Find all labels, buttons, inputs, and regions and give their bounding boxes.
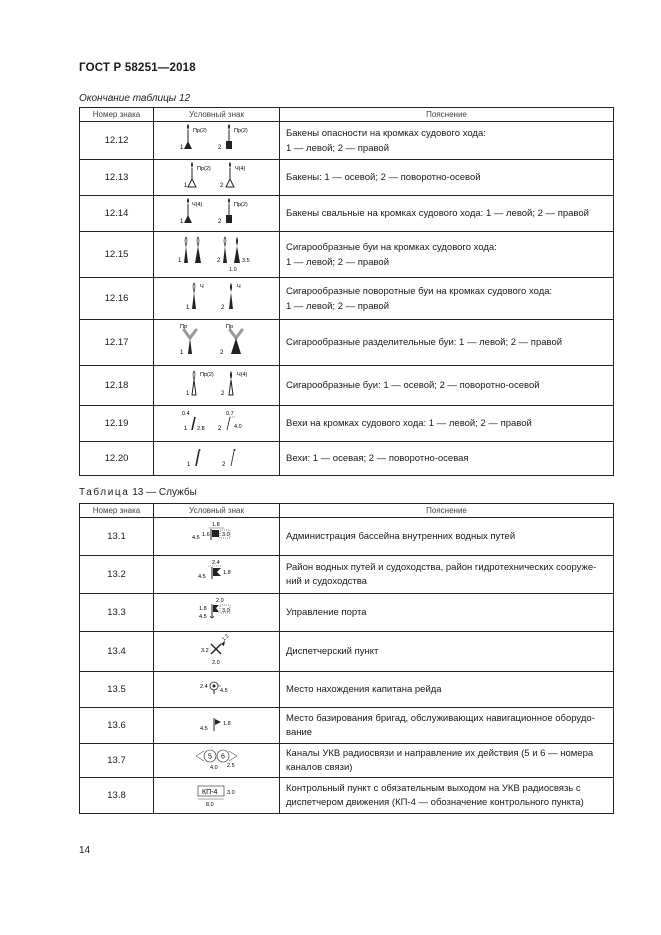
sign-description — [280, 778, 614, 814]
sign-symbol — [154, 632, 280, 672]
sign-number: 13.4 — [80, 632, 154, 672]
sign-number: 12.20 — [80, 442, 154, 476]
description-line: Администрация бассейна внутренних водных путей — [286, 531, 516, 542]
sign-symbol — [154, 708, 280, 744]
description-line: Сигарообразные буи: 1 — осевой; 2 — поворотно-осевой — [286, 380, 540, 391]
sign-symbol — [154, 196, 280, 232]
description-line: Место базирования бригад, обслуживающих навигационное оборудо- — [286, 712, 595, 724]
symbol-label: Ч — [200, 284, 204, 290]
sign-number: 13.8 — [80, 778, 154, 814]
table-row — [80, 232, 614, 278]
description-line: Диспетчерский пункт — [286, 646, 379, 657]
symbol-label: 1.8 — [199, 606, 207, 612]
symbol-label: 3.5 — [242, 258, 250, 264]
symbol-label: 3.0 — [222, 608, 230, 614]
symbol-label: 1.8 — [223, 721, 231, 727]
table-row — [80, 744, 614, 778]
sign-description — [280, 196, 614, 232]
sign-description — [280, 278, 614, 320]
symbol-label: Пр(2) — [234, 202, 248, 208]
pole-mark-icon — [154, 406, 280, 438]
description-line: Бакены опасности на кромках судового хода: — [286, 127, 486, 139]
table-row — [80, 594, 614, 632]
symbol-label: 2 — [218, 145, 222, 151]
table-row — [80, 366, 614, 406]
cigar-buoy-icon — [154, 232, 280, 274]
symbol-label: 2.0 — [216, 598, 224, 604]
axial-cigar-buoy-icon — [154, 366, 280, 402]
table-header-row — [80, 108, 614, 122]
dispatch-point-icon — [154, 632, 280, 668]
description-line: ний и судоходства — [286, 575, 367, 587]
sign-number: 13.3 — [80, 594, 154, 632]
table-row — [80, 632, 614, 672]
symbol-label: 1 — [180, 145, 184, 151]
table-row — [80, 556, 614, 594]
description-line: вание — [286, 726, 313, 738]
symbol-label: Пр(2) — [200, 372, 214, 378]
description-line: Место нахождения капитана рейда — [286, 684, 442, 695]
symbol-label: 4.0 — [234, 424, 242, 430]
table-12 — [79, 107, 614, 476]
symbol-label: 1 — [186, 391, 190, 397]
symbol-label: 1 — [184, 183, 188, 189]
sign-number: 13.7 — [80, 744, 154, 778]
symbol-label: Ч(4) — [235, 166, 246, 172]
symbol-label: Ч(4) — [192, 202, 203, 208]
table-row — [80, 406, 614, 442]
sign-description — [280, 556, 614, 594]
description-line: Сигарообразные поворотные буи на кромках судового хода: — [286, 285, 553, 297]
sign-description — [280, 518, 614, 556]
symbol-label: 0.4 — [182, 411, 190, 417]
table-row — [80, 518, 614, 556]
col-header-number: Номер знака — [80, 108, 154, 122]
table-header-row — [80, 504, 614, 518]
table13-caption — [79, 487, 197, 498]
sign-description — [280, 442, 614, 476]
col-header-number: Номер знака — [80, 504, 154, 518]
waterway-district-icon — [154, 556, 280, 590]
symbol-label: 8.0 — [206, 802, 214, 808]
sign-symbol — [154, 406, 280, 442]
symbol-label: КП-4 — [202, 789, 218, 796]
symbol-label: 4.5 — [192, 535, 200, 541]
table-row — [80, 196, 614, 232]
symbol-label: 2.4 — [200, 684, 208, 690]
sign-description — [280, 744, 614, 778]
symbol-label: 1.0 — [229, 267, 237, 273]
sign-symbol — [154, 278, 280, 320]
table-row — [80, 122, 614, 160]
sign-number: 13.1 — [80, 518, 154, 556]
port-authority-icon — [154, 594, 280, 628]
sign-description — [280, 594, 614, 632]
table-row — [80, 708, 614, 744]
symbol-label: 2 — [218, 219, 222, 225]
sign-symbol — [154, 778, 280, 814]
col-header-symbol: Условный знак — [154, 108, 280, 122]
description-line: Контрольный пункт с обязательным выходом на УКВ радиосвязь с — [286, 782, 581, 794]
symbol-label: Пр — [226, 324, 234, 330]
symbol-label: 4.0 — [210, 765, 218, 771]
table-row — [80, 160, 614, 196]
symbol-label: Пр(2) — [193, 128, 207, 134]
symbol-label: 3.0 — [222, 532, 230, 538]
control-point-icon — [154, 778, 280, 810]
sign-symbol — [154, 320, 280, 366]
basin-administration-icon — [154, 518, 280, 552]
symbol-label: 1 — [184, 426, 188, 432]
table-row — [80, 320, 614, 366]
sign-number: 12.14 — [80, 196, 154, 232]
symbol-label: 1 — [178, 258, 182, 264]
symbol-label: 0.7 — [226, 411, 234, 417]
sign-number: 12.16 — [80, 278, 154, 320]
description-line: Вехи на кромках судового хода: 1 — левой; 2 — правой — [286, 418, 532, 429]
sign-number: 12.18 — [80, 366, 154, 406]
sign-number: 12.15 — [80, 232, 154, 278]
symbol-label: Пр(2) — [234, 128, 248, 134]
symbol-label: 2.4 — [212, 560, 220, 566]
col-header-description: Пояснение — [280, 504, 614, 518]
sign-description — [280, 632, 614, 672]
sign-symbol — [154, 366, 280, 406]
sign-description — [280, 672, 614, 708]
symbol-label: 3.0 — [227, 790, 235, 796]
sign-symbol — [154, 160, 280, 196]
danger-buoy-icon — [154, 122, 280, 156]
symbol-label: 1 — [180, 350, 184, 356]
symbol-label: 1.8 — [223, 570, 231, 576]
sign-symbol — [154, 122, 280, 160]
col-header-symbol: Условный знак — [154, 504, 280, 518]
sign-symbol — [154, 556, 280, 594]
description-line: каналов связи) — [286, 761, 353, 773]
symbol-label: 2 — [220, 183, 224, 189]
description-line: Управление порта — [286, 607, 367, 618]
table-13 — [79, 503, 614, 814]
symbol-label: 1.2 — [221, 633, 231, 643]
table12-caption: Окончание таблицы 12 — [79, 93, 191, 104]
sign-symbol — [154, 442, 280, 476]
description-line: Бакены: 1 — осевой; 2 — поворотно-осевой — [286, 172, 481, 183]
symbol-label: 2 — [217, 258, 221, 264]
symbol-label: 4.5 — [200, 726, 208, 732]
symbol-label: 1 — [186, 305, 190, 311]
table-row — [80, 672, 614, 708]
symbol-label: Пр(2) — [197, 166, 211, 172]
symbol-label: 4.5 — [199, 614, 207, 620]
harbour-master-icon — [154, 672, 280, 704]
sign-number: 13.6 — [80, 708, 154, 744]
sign-symbol — [154, 672, 280, 708]
sign-description — [280, 708, 614, 744]
symbol-label: 2 — [221, 305, 225, 311]
symbol-label: 2 — [221, 391, 225, 397]
symbol-label: 2.0 — [212, 660, 220, 666]
symbol-label: 1.6 — [202, 532, 210, 538]
caption-text: 13 — Службы — [132, 487, 197, 498]
sign-description — [280, 160, 614, 196]
axial-pole-mark-icon — [154, 442, 280, 472]
description-line: Сигарообразные буи на кромках судового хода: — [286, 241, 497, 253]
symbol-label: 1 — [180, 219, 184, 225]
description-line: диспетчером движения (КП-4 — обозначение контрольного пункта) — [286, 796, 584, 808]
description-line: Сигарообразные разделительные буи: 1 — левой; 2 — правой — [286, 337, 563, 348]
symbol-label: Ч(4) — [237, 372, 248, 378]
caption-prefix: Таблица — [79, 487, 130, 498]
symbol-label: 1 — [187, 462, 191, 468]
symbol-label: 6 — [221, 753, 225, 761]
description-line: Каналы УКВ радиосвязи и направление их действия (5 и 6 — номера — [286, 747, 594, 759]
symbol-label: 4.5 — [220, 688, 228, 694]
sign-symbol — [154, 518, 280, 556]
symbol-label: 2.5 — [227, 763, 235, 769]
symbol-label: 5 — [208, 753, 212, 761]
table-row — [80, 442, 614, 476]
sign-symbol — [154, 232, 280, 278]
turning-cigar-buoy-icon — [154, 278, 280, 316]
table-row — [80, 278, 614, 320]
sign-number: 12.19 — [80, 406, 154, 442]
symbol-label: 2 — [220, 350, 224, 356]
symbol-label: 4.5 — [198, 574, 206, 580]
maintenance-base-icon — [154, 708, 280, 740]
split-cigar-buoy-icon — [154, 320, 280, 362]
symbol-label: 2.8 — [197, 426, 205, 432]
symbol-label: Ч — [237, 284, 241, 290]
description-line: Бакены свальные на кромках судового хода: 1 — левой; 2 — правой — [286, 208, 589, 219]
description-line: 1 — левой; 2 — правой — [286, 300, 390, 312]
page-number: 14 — [79, 845, 91, 856]
symbol-label: 2 — [222, 462, 226, 468]
symbol-label: Пр — [180, 324, 188, 330]
sign-number: 13.2 — [80, 556, 154, 594]
description-line: Вехи: 1 — осевая; 2 — поворотно-осевая — [286, 453, 469, 464]
description-line: 1 — левой; 2 — правой — [286, 256, 390, 268]
buoy-icon — [154, 160, 280, 192]
sign-number: 12.13 — [80, 160, 154, 196]
sign-symbol — [154, 594, 280, 632]
symbol-label: 3.2 — [201, 648, 209, 654]
description-line: Район водных путей и судоходства, район гидротехнических сооруже- — [286, 561, 597, 573]
table-row — [80, 778, 614, 814]
sweep-buoy-icon — [154, 196, 280, 228]
sign-number: 13.5 — [80, 672, 154, 708]
sign-description — [280, 366, 614, 406]
sign-number: 12.12 — [80, 122, 154, 160]
symbol-label: 1.8 — [212, 522, 220, 528]
col-header-description: Пояснение — [280, 108, 614, 122]
sign-description — [280, 232, 614, 278]
sign-description — [280, 122, 614, 160]
sign-description — [280, 406, 614, 442]
sign-description — [280, 320, 614, 366]
sign-number: 12.17 — [80, 320, 154, 366]
vhf-channel-icon — [154, 744, 280, 774]
description-line: 1 — левой; 2 — правой — [286, 142, 390, 154]
document-code: ГОСТ Р 58251—2018 — [79, 62, 196, 74]
sign-symbol — [154, 744, 280, 778]
symbol-label: 2 — [218, 426, 222, 432]
